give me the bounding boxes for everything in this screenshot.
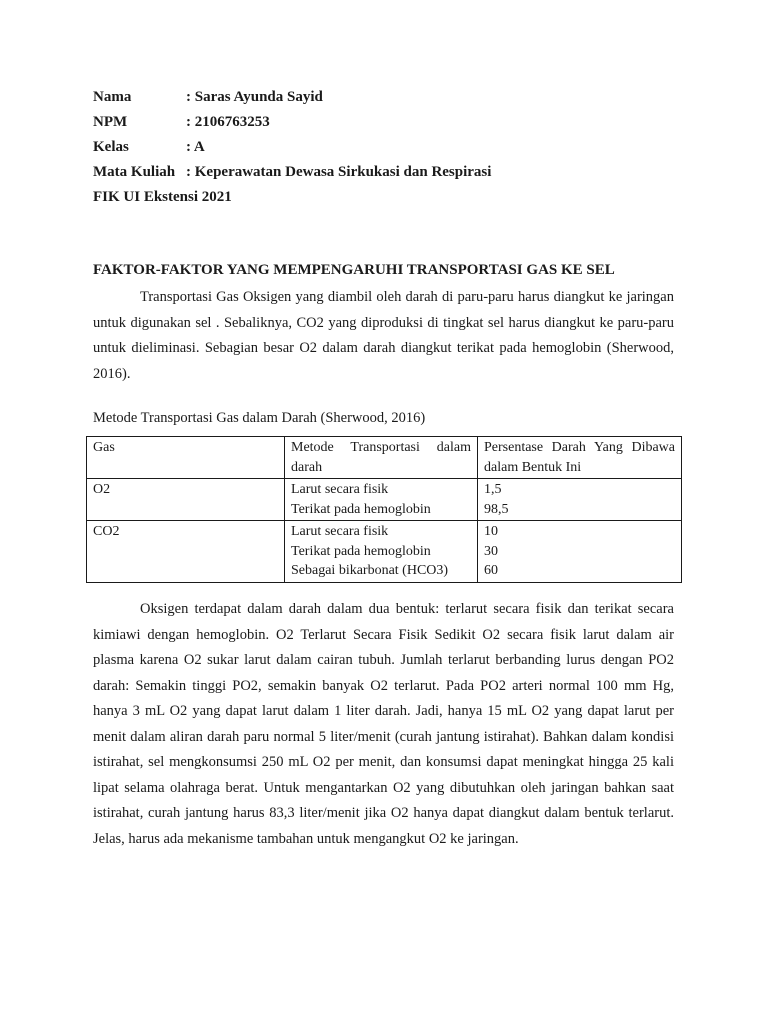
info-label: Nama [93, 89, 132, 105]
table-header-cell: Gas [87, 437, 285, 479]
table-header-row [87, 437, 682, 479]
info-label: NPM [93, 114, 128, 130]
program-line: FIK UI Ekstensi 2021 [93, 189, 232, 205]
method-item: Terikat pada hemoglobin [291, 501, 431, 517]
table-cell-methods [285, 521, 478, 583]
method-item: Larut secara fisik [291, 524, 389, 539]
info-value: : Keperawatan Dewasa Sirkukasi dan Respirasi [186, 164, 492, 180]
percent-item: 1,5 [484, 482, 502, 497]
percent-item: 30 [484, 543, 498, 559]
body-paragraph: Oksigen terdapat dalam darah dalam dua bentuk: terlarut secara fisik dan terikat secara kimiawi dengan hemoglobin. O2 Terlarut Secara Fisik Sedikit O2 secara fisik larut dalam air plasma karena O2 sukar larut dalam cairan tubuh. Jumlah terlarut berbanding lurus dengan PO2 darah: Semakin tinggi PO2, semakin banyak O2 terlarut. Pada PO2 arteri normal 100 mm Hg, hanya 3 mL O2 yang dapat larut dalam 1 liter darah. Jadi, hanya 15 mL O2 yang dapat larut per menit dalam aliran darah paru normal 5 liter/menit (curah jantung istirahat). Bahkan dalam kondisi istirahat, sel mengkonsumsi 250 mL O2 per menit, dan konsumsi dapat meningkat hingga 25 kali lipat selama olahraga berat. Untuk mengantarkan O2 yang dibutuhkan oleh jaringan bahkan saat istirahat, curah jantung harus 83,3 liter/menit jika O2 hanya dapat diangkut dalam bentuk terlarut. Jelas, harus ada mekanisme tambahan untuk mengangkut O2 ke jaringan. [93, 601, 674, 847]
intro-paragraph: Transportasi Gas Oksigen yang diambil oleh darah di paru-paru harus diangkut ke jaringan untuk digunakan sel . Sebaliknya, CO2 yang diproduksi di tingkat sel harus diangkut ke paru-paru untuk dieliminasi. Sebagian besar O2 dalam darah diangkut terikat pada hemoglobin (Sherwood, 2016). [93, 289, 674, 382]
table-cell-gas: CO2 [87, 521, 285, 583]
table-cell-methods [285, 479, 478, 521]
info-value: : Saras Ayunda Sayid [186, 89, 323, 105]
info-row-nama [93, 86, 491, 111]
percent-item: 10 [484, 524, 498, 539]
table-header-cell: Persentase Darah Yang Dibawa dalam Bentuk Ini [478, 437, 682, 479]
info-value: : 2106763253 [186, 114, 270, 130]
percent-item: 98,5 [484, 501, 509, 517]
table-caption: Metode Transportasi Gas dalam Darah (Sherwood, 2016) [93, 410, 426, 426]
table-row [87, 479, 682, 521]
table-row [87, 521, 682, 583]
section-title: FAKTOR-FAKTOR YANG MEMPENGARUHI TRANSPORTASI GAS KE SEL [93, 262, 615, 278]
method-item: Terikat pada hemoglobin [291, 543, 431, 559]
info-row-mata-kuliah [93, 161, 491, 186]
table-cell-percents [478, 521, 682, 583]
gas-transport-table [86, 436, 682, 583]
table-cell-gas: O2 [87, 479, 285, 521]
info-row-npm [93, 111, 491, 136]
info-value: : A [186, 139, 205, 155]
info-label: Kelas [93, 139, 129, 155]
info-row-kelas [93, 136, 491, 161]
percent-item: 60 [484, 563, 498, 578]
student-info [93, 86, 491, 211]
table-cell-percents [478, 479, 682, 521]
method-item: Sebagai bikarbonat (HCO3) [291, 563, 449, 578]
method-item: Larut secara fisik [291, 482, 389, 497]
table-header-cell: Metode Transportasi dalam darah [285, 437, 478, 479]
info-label: Mata Kuliah [93, 164, 176, 180]
